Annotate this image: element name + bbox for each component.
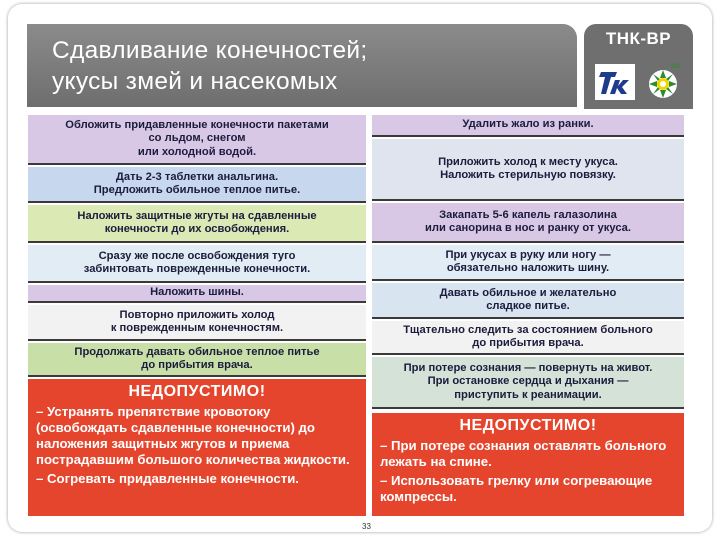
right-warning-heading: НЕДОПУСТИМО! xyxy=(459,417,597,434)
right-step-5-line-2: сладкое питье. xyxy=(486,300,570,312)
svg-text:bp: bp xyxy=(671,61,680,70)
left-step-7-line-1: Продолжать давать обильное теплое питье xyxy=(74,345,320,358)
title-bar xyxy=(27,24,577,107)
right-step-3-line-1: Закапать 5-6 капель галазолина xyxy=(439,208,617,221)
right-step-5 xyxy=(372,283,684,319)
right-warning-box xyxy=(372,413,684,516)
left-step-7 xyxy=(28,343,366,377)
left-warning-box xyxy=(28,379,366,516)
logo-text: ТНК-ВР xyxy=(605,29,672,48)
right-step-2-line-1: Приложить холод к месту укуса. xyxy=(438,155,618,168)
title-line-1: Сдавливание конечностей; xyxy=(52,37,368,64)
right-step-4-line-1: При укусах в руку или ногу — xyxy=(445,248,611,261)
left-step-2-line-1: Дать 2-3 таблетки анальгина. xyxy=(115,170,279,183)
left-step-4-line-1: Сразу же после освобождения туго xyxy=(98,249,296,262)
right-step-4-line-2: обязательно наложить шину. xyxy=(446,262,610,274)
left-step-1-line-1: Обложить придавленные конечности пакетами xyxy=(65,118,329,131)
right-step-7 xyxy=(372,357,684,409)
left-step-1 xyxy=(28,115,366,165)
left-step-6-line-1: Повторно приложить холод xyxy=(119,308,275,321)
right-warning-item-1: – При потере сознания оставлять больного лежать на спине. xyxy=(380,438,667,469)
page-number: 33 xyxy=(362,522,371,531)
right-step-7-line-3: приступить к реанимации. xyxy=(454,388,602,401)
company-logo xyxy=(584,24,693,109)
left-step-3 xyxy=(28,205,366,243)
left-step-3-line-2: конечности до их освобождения. xyxy=(104,223,290,235)
bp-helios-icon xyxy=(641,60,685,104)
left-step-4 xyxy=(28,245,366,283)
tnk-logo-icon xyxy=(595,64,635,100)
left-warning-item-1: – Устранять препятствие кровотоку (освобождать сдавленные конечности) до наложения защитных жгутов и приема пострадавшим большого количества жидкости. xyxy=(36,404,350,467)
left-step-5 xyxy=(28,285,366,303)
left-warning-item-2: – Согревать придавленные конечности. xyxy=(36,471,299,486)
right-step-1-line-1: Удалить жало из ранки. xyxy=(462,118,594,131)
left-step-1-line-3: или холодной водой. xyxy=(137,145,257,158)
right-step-3-line-2: или санорина в нос и ранку от укуса. xyxy=(424,222,632,234)
left-step-2 xyxy=(28,167,366,203)
right-step-2-line-2: Наложить стерильную повязку. xyxy=(440,169,616,181)
right-step-6-line-2: до прибытия врача. xyxy=(472,337,584,349)
left-step-7-line-2: до прибытия врача. xyxy=(141,359,253,371)
left-step-6-line-2: к поврежденным конечностям. xyxy=(110,322,284,334)
title-line-2: укусы змей и насекомых xyxy=(52,68,338,95)
left-step-4-line-2: забинтовать поврежденные конечности. xyxy=(83,263,311,275)
right-step-4 xyxy=(372,245,684,281)
left-step-1-line-2: со льдом, снегом xyxy=(148,132,246,145)
left-step-2-line-2: Предложить обильное теплое питье. xyxy=(93,184,301,196)
right-warning-item-2: – Использовать грелку или согревающие компрессы. xyxy=(380,473,653,504)
left-warning-heading: НЕДОПУСТИМО! xyxy=(128,383,266,400)
left-step-5-line-1: Наложить шины. xyxy=(150,286,244,299)
right-step-7-line-2: При остановке сердца и дыхания — xyxy=(427,375,629,388)
left-step-6 xyxy=(28,305,366,341)
left-step-3-line-1: Наложить защитные жгуты на сдавленные xyxy=(77,209,317,222)
right-step-6-line-1: Тщательно следить за состоянием больного xyxy=(403,323,653,336)
right-step-2 xyxy=(372,139,684,201)
right-step-6 xyxy=(372,321,684,355)
right-step-5-line-1: Давать обильное и желательно xyxy=(439,286,617,299)
right-step-7-line-1: При потере сознания — повернуть на живот. xyxy=(403,361,653,374)
right-step-1 xyxy=(372,115,684,137)
right-step-3 xyxy=(372,203,684,243)
